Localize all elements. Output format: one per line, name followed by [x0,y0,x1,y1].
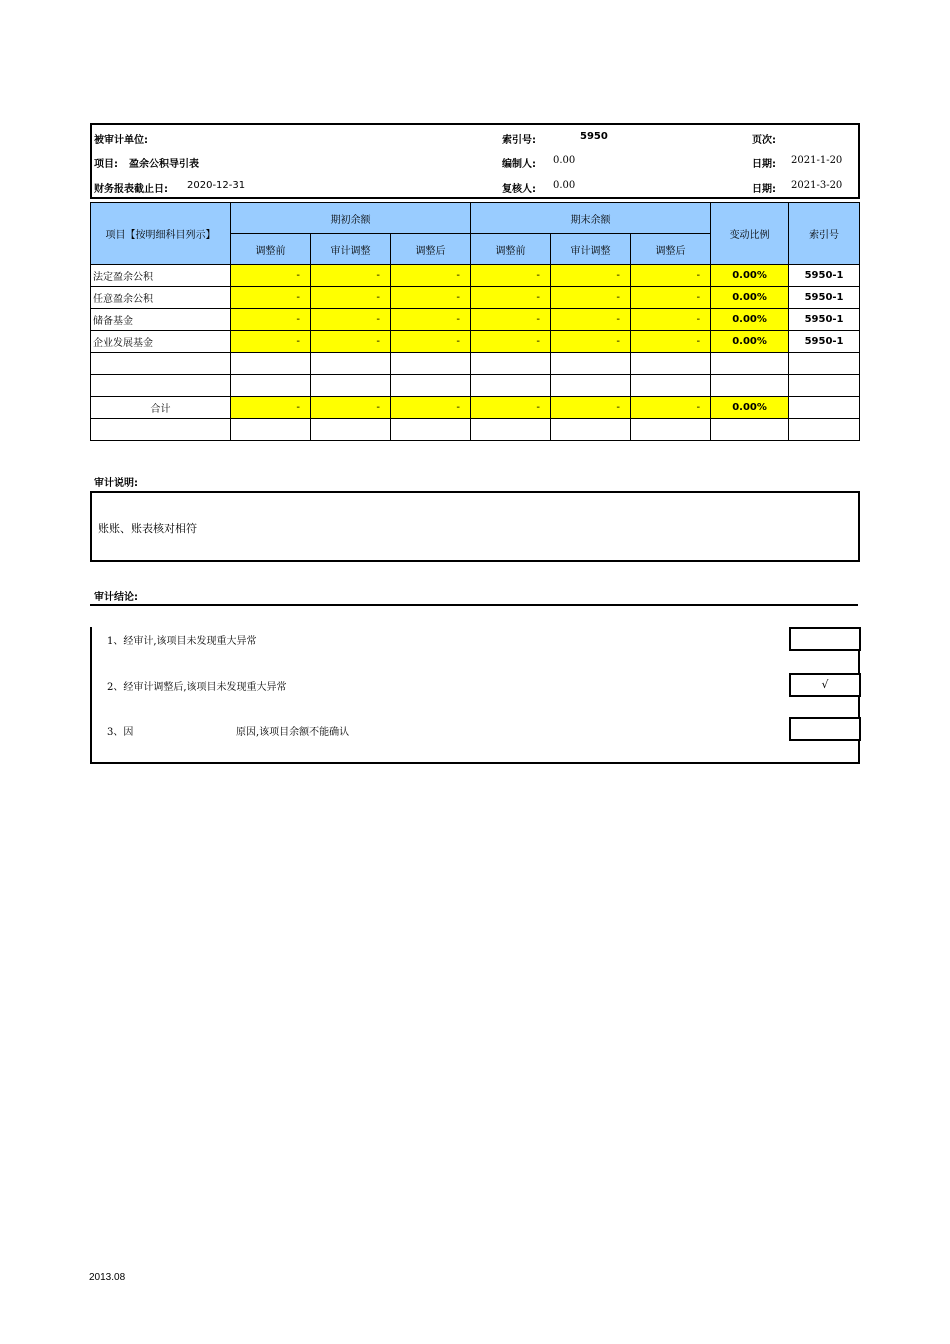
index-header: 索引号 [789,203,860,265]
preparer-value: 0.00 [553,155,576,166]
cell: - [231,309,311,331]
conclusion-label: 审计结论: [94,592,138,603]
cell: - [231,331,311,353]
cell: - [631,309,711,331]
cell: - [551,397,631,419]
conclusion-divider [90,604,858,606]
empty-row [91,375,860,397]
cell: - [551,331,631,353]
closing-audit-header: 审计调整 [551,234,631,265]
explanation-box [90,491,860,562]
opening-before-header: 调整前 [231,234,311,265]
conclusion-option-3-suffix: 原因,该项目余额不能确认 [236,727,350,738]
cell: - [471,331,551,353]
reviewer-label: 复核人: [502,184,536,195]
conclusion-checkbox-3[interactable] [789,717,861,741]
row-name: 任意盈余公积 [91,287,231,309]
preparer-label: 编制人: [502,159,536,170]
project-label: 项目: [94,159,118,170]
page-label: 页次: [752,135,776,146]
empty-row [91,419,860,441]
conclusion-option-2: 2、经审计调整后,该项目未发现重大异常 [107,682,287,693]
date2-value: 2021-3-20 [791,180,843,191]
change-ratio-cell: 0.00% [711,265,789,287]
explanation-label: 审计说明: [94,478,138,489]
change-ratio-cell: 0.00% [711,287,789,309]
change-ratio-cell: 0.00% [711,331,789,353]
change-ratio-cell: 0.00% [711,397,789,419]
cell: - [391,265,471,287]
row-name: 法定盈余公积 [91,265,231,287]
change-ratio-cell: 0.00% [711,309,789,331]
conclusion-checkbox-1[interactable] [789,627,861,651]
empty-row [91,353,860,375]
opening-balance-header: 期初余额 [231,203,471,234]
project-value: 盈余公积导引表 [129,159,199,170]
surplus-reserve-table [90,202,860,441]
conclusion-option-1: 1、经审计,该项目未发现重大异常 [107,636,257,647]
cell: - [231,265,311,287]
index-label: 索引号: [502,135,536,146]
index-value: 5950 [580,131,608,142]
cell: - [471,397,551,419]
table-row [91,309,860,331]
header-box [90,123,860,199]
cell: - [631,265,711,287]
explanation-text: 账账、账表核对相符 [98,522,197,535]
reviewer-value: 0.00 [553,180,576,191]
cell: - [311,397,391,419]
cell: - [311,287,391,309]
change-ratio-header: 变动比例 [711,203,789,265]
date2-label: 日期: [752,184,776,195]
period-label: 财务报表截止日: [94,184,168,195]
col-item-header: 项目【按明细科目列示】 [91,203,231,265]
cell: - [551,309,631,331]
conclusion-box [90,627,860,764]
index-cell: 5950-1 [789,265,860,287]
cell: - [631,287,711,309]
date1-label: 日期: [752,159,776,170]
index-cell: 5950-1 [789,287,860,309]
total-row [91,397,860,419]
cell: - [391,287,471,309]
cell: - [471,287,551,309]
cell: - [471,265,551,287]
cell: - [311,331,391,353]
conclusion-checkbox-2[interactable]: √ [789,673,861,697]
closing-balance-header: 期末余额 [471,203,711,234]
row-name: 储备基金 [91,309,231,331]
date1-value: 2021-1-20 [791,155,843,166]
opening-after-header: 调整后 [391,234,471,265]
cell: - [551,287,631,309]
cell: - [471,309,551,331]
table-row [91,287,860,309]
table-row [91,265,860,287]
index-cell: 5950-1 [789,331,860,353]
cell: - [311,309,391,331]
index-cell: 5950-1 [789,309,860,331]
cell: - [231,397,311,419]
version-footer: 2013.08 [89,1272,126,1283]
row-name: 企业发展基金 [91,331,231,353]
cell: - [231,287,311,309]
cell: - [391,309,471,331]
total-label: 合计 [91,397,231,419]
period-value: 2020-12-31 [187,180,246,191]
cell: - [311,265,391,287]
cell: - [631,397,711,419]
cell: - [391,397,471,419]
unit-label: 被审计单位: [94,135,148,146]
cell: - [631,331,711,353]
table-row [91,331,860,353]
opening-audit-header: 审计调整 [311,234,391,265]
closing-after-header: 调整后 [631,234,711,265]
cell: - [391,331,471,353]
closing-before-header: 调整前 [471,234,551,265]
conclusion-option-3-prefix: 3、因 [107,727,134,738]
cell: - [551,265,631,287]
